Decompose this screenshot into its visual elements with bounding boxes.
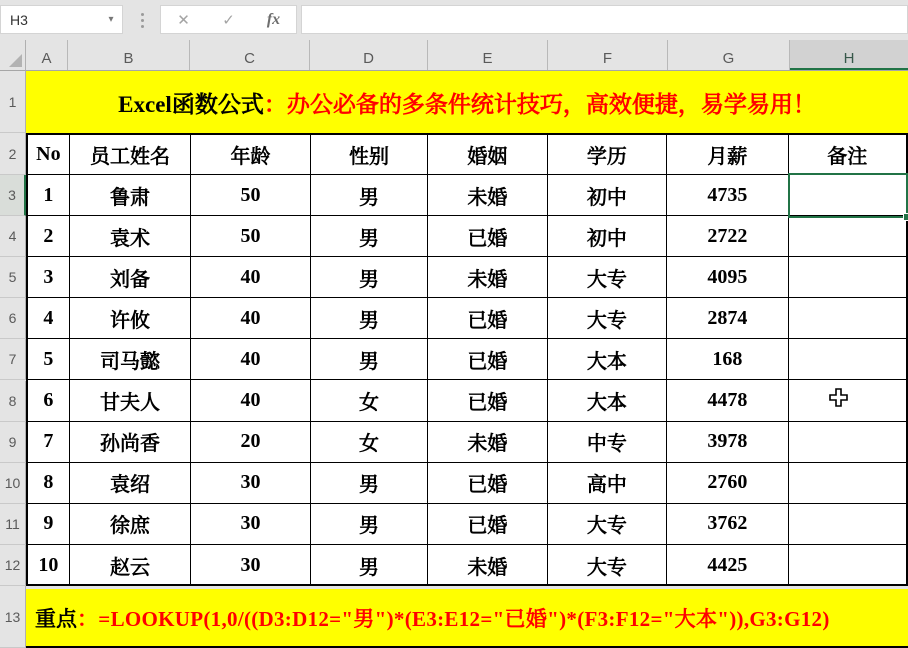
row-header-2[interactable]: 2 [0, 133, 26, 175]
table-row [28, 298, 906, 339]
column-header-C[interactable]: C [190, 40, 310, 70]
table-cell-A3[interactable]: 1 [28, 175, 70, 216]
table-cell-G12[interactable]: 4425 [667, 545, 788, 586]
table-cell-F11[interactable]: 大专 [548, 504, 667, 545]
column-header-D[interactable]: D [310, 40, 428, 70]
table-cell-C12[interactable]: 30 [191, 545, 310, 586]
table-cell-G9[interactable]: 3978 [667, 422, 788, 463]
table-cell-E4[interactable]: 已婚 [428, 216, 547, 257]
footer-black-text: 重点 [35, 606, 77, 631]
table-cell-C2[interactable]: 年龄 [191, 135, 310, 175]
table-cell-E5[interactable]: 未婚 [428, 257, 547, 298]
table-cell-D10[interactable]: 男 [311, 463, 428, 504]
table-cell-E6[interactable]: 已婚 [428, 298, 547, 339]
table-cell-D9[interactable]: 女 [311, 422, 428, 463]
table-cell-H12[interactable] [789, 545, 906, 586]
table-cell-D8[interactable]: 女 [311, 380, 428, 421]
table-cell-D2[interactable]: 性别 [311, 135, 428, 175]
table-row [28, 545, 906, 586]
table-cell-B11[interactable]: 徐庶 [70, 504, 191, 545]
table-cell-B8[interactable]: 甘夫人 [70, 380, 191, 421]
row-header-13[interactable]: 13 [0, 586, 26, 648]
table-cell-F9[interactable]: 中专 [548, 422, 667, 463]
table-cell-C5[interactable]: 40 [191, 257, 310, 298]
table-cell-B4[interactable]: 袁术 [70, 216, 191, 257]
table-row [28, 504, 906, 545]
table-cell-B12[interactable]: 赵云 [70, 545, 191, 586]
table-cell-F5[interactable]: 大专 [548, 257, 667, 298]
table-cell-E3[interactable]: 未婚 [428, 175, 547, 216]
table-cell-H3[interactable] [789, 175, 906, 216]
name-box[interactable] [0, 5, 123, 34]
title-black-text: Excel函数公式 [118, 91, 264, 117]
table-cell-G11[interactable]: 3762 [667, 504, 788, 545]
table-cell-F2[interactable]: 学历 [548, 135, 667, 175]
table-row [28, 175, 906, 216]
table-cell-G10[interactable]: 2760 [667, 463, 788, 504]
table-cell-D4[interactable]: 男 [311, 216, 428, 257]
table-cell-A8[interactable]: 6 [28, 380, 70, 421]
table-cell-C11[interactable]: 30 [191, 504, 310, 545]
cell-reference: H3 [10, 11, 28, 28]
table-row [28, 135, 906, 175]
table-cell-D11[interactable]: 男 [311, 504, 428, 545]
row-header-7[interactable]: 7 [0, 339, 26, 380]
dots-separator-icon [136, 8, 148, 32]
table-cell-H5[interactable] [789, 257, 906, 298]
formula-input[interactable] [301, 5, 908, 34]
table-cell-H7[interactable] [789, 339, 906, 380]
table-row [28, 216, 906, 257]
table-cell-E8[interactable]: 已婚 [428, 380, 547, 421]
table-cell-H10[interactable] [789, 463, 906, 504]
column-header-bar [26, 40, 908, 71]
table-cell-E9[interactable]: 未婚 [428, 422, 547, 463]
table-cell-G2[interactable]: 月薪 [667, 135, 788, 175]
row-header-11[interactable]: 11 [0, 504, 26, 545]
table-cell-B6[interactable]: 许攸 [70, 298, 191, 339]
table-cell-G5[interactable]: 4095 [667, 257, 788, 298]
table-cell-A6[interactable]: 4 [28, 298, 70, 339]
table-cell-D7[interactable]: 男 [311, 339, 428, 380]
enter-icon[interactable]: ✓ [222, 11, 235, 29]
table-cell-C9[interactable]: 20 [191, 422, 310, 463]
table-cell-E2[interactable]: 婚姻 [428, 135, 547, 175]
select-all-button[interactable] [0, 40, 26, 71]
formula-bar [0, 0, 908, 40]
formula-banner [26, 589, 908, 648]
table-cell-B10[interactable]: 袁绍 [70, 463, 191, 504]
table-cell-A7[interactable]: 5 [28, 339, 70, 380]
table-cell-A2[interactable]: No [28, 135, 70, 175]
table-cell-C10[interactable]: 30 [191, 463, 310, 504]
row-header-8[interactable]: 8 [0, 381, 26, 422]
table-cell-E11[interactable]: 已婚 [428, 504, 547, 545]
table-cell-E12[interactable]: 未婚 [428, 545, 547, 586]
table-cell-C7[interactable]: 40 [191, 339, 310, 380]
table-cell-D6[interactable]: 男 [311, 298, 428, 339]
table-cell-C4[interactable]: 50 [191, 216, 310, 257]
table-cell-A4[interactable]: 2 [28, 216, 70, 257]
table-cell-B9[interactable]: 孙尚香 [70, 422, 191, 463]
table-cell-G7[interactable]: 168 [667, 339, 788, 380]
table-cell-G8[interactable]: 4478 [667, 380, 788, 421]
table-cell-F10[interactable]: 高中 [548, 463, 667, 504]
row-header-10[interactable]: 10 [0, 463, 26, 504]
row-header-5[interactable]: 5 [0, 257, 26, 298]
table-cell-C8[interactable]: 40 [191, 380, 310, 421]
row-header-6[interactable]: 6 [0, 298, 26, 339]
table-row [28, 463, 906, 504]
table-cell-D12[interactable]: 男 [311, 545, 428, 586]
table-cell-G6[interactable]: 2874 [667, 298, 788, 339]
table-cell-A12[interactable]: 10 [28, 545, 70, 586]
table-cell-G4[interactable]: 2722 [667, 216, 788, 257]
table-cell-F8[interactable]: 大本 [548, 380, 667, 421]
table-cell-D5[interactable]: 男 [311, 257, 428, 298]
insert-function-icon[interactable]: fx [266, 10, 281, 28]
row-header-1[interactable]: 1 [0, 71, 26, 133]
table-cell-D3[interactable]: 男 [311, 175, 428, 216]
title-banner [26, 71, 908, 133]
table-cell-H6[interactable] [789, 298, 906, 339]
footer-formula-text: ：=LOOKUP(1,0/((D3:D12="男")*(E3:E12="已婚")*(F3:F12="大本")),G3:G12) [77, 606, 830, 631]
table-cell-A9[interactable]: 7 [28, 422, 70, 463]
table-cell-A5[interactable]: 3 [28, 257, 70, 298]
table-cell-H11[interactable] [789, 504, 906, 545]
data-table [26, 133, 908, 586]
table-cell-G3[interactable]: 4735 [667, 175, 788, 216]
table-cell-E10[interactable]: 已婚 [428, 463, 547, 504]
table-cell-A11[interactable]: 9 [28, 504, 70, 545]
formula-buttons [160, 5, 297, 34]
table-cell-C6[interactable]: 40 [191, 298, 310, 339]
table-cell-F3[interactable]: 初中 [548, 175, 667, 216]
table-cell-F12[interactable]: 大专 [548, 545, 667, 586]
table-cell-H2[interactable]: 备注 [789, 135, 906, 175]
table-row [28, 380, 906, 421]
row-header-9[interactable]: 9 [0, 422, 26, 463]
column-header-A[interactable]: A [26, 40, 68, 70]
column-header-G[interactable]: G [668, 40, 790, 70]
column-header-H[interactable]: H [790, 40, 908, 70]
table-cell-B2[interactable]: 员工姓名 [70, 135, 191, 175]
table-cell-F7[interactable]: 大本 [548, 339, 667, 380]
table-row [28, 422, 906, 463]
table-cell-C3[interactable]: 50 [191, 175, 310, 216]
table-cell-A10[interactable]: 8 [28, 463, 70, 504]
row-header-4[interactable]: 4 [0, 216, 26, 257]
cancel-icon[interactable]: ✕ [177, 11, 190, 29]
table-cell-B3[interactable]: 鲁肃 [70, 175, 191, 216]
column-header-F[interactable]: F [548, 40, 668, 70]
table-cell-B7[interactable]: 司马懿 [70, 339, 191, 380]
table-row [28, 257, 906, 298]
column-header-B[interactable]: B [68, 40, 190, 70]
chevron-down-icon[interactable]: ▾ [108, 14, 114, 25]
table-cell-H4[interactable] [789, 216, 906, 257]
table-cell-H8[interactable] [789, 380, 906, 421]
table-cell-E7[interactable]: 已婚 [428, 339, 547, 380]
table-cell-B5[interactable]: 刘备 [70, 257, 191, 298]
select-all-icon [9, 54, 22, 67]
table-row [28, 339, 906, 380]
table-cell-F6[interactable]: 大专 [548, 298, 667, 339]
row-header-3[interactable]: 3 [0, 175, 26, 216]
row-header-12[interactable]: 12 [0, 545, 26, 586]
table-cell-F4[interactable]: 初中 [548, 216, 667, 257]
title-red-text: ：办公必备的多条件统计技巧，高效便捷，易学易用！ [263, 91, 816, 117]
table-cell-H9[interactable] [789, 422, 906, 463]
column-header-E[interactable]: E [428, 40, 548, 70]
